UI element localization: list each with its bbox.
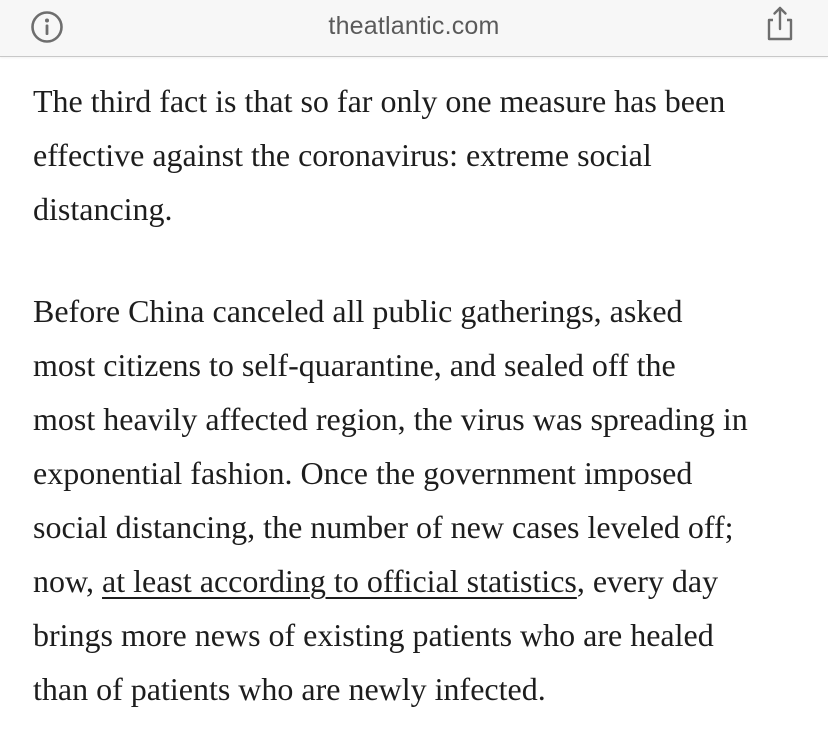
paragraph-line: The third fact is that so far only one measure has been (33, 83, 726, 119)
browser-toolbar (0, 0, 828, 57)
paragraph-line: most citizens to self-quarantine, and sealed off the (33, 347, 676, 383)
share-icon[interactable] (764, 4, 796, 44)
paragraph-2 (33, 284, 813, 716)
official-statistics-link[interactable]: at least according to official statistics (102, 563, 577, 599)
link-line-prefix: now, (33, 563, 103, 599)
url-display[interactable]: theatlantic.com (328, 12, 500, 40)
paragraph-1 (33, 74, 813, 236)
link-line-suffix: , every day (576, 563, 719, 599)
paragraph-line: than of patients who are newly infected. (33, 671, 546, 707)
paragraph-line: Before China canceled all public gatherings, asked (33, 293, 683, 329)
paragraph-line: brings more news of existing patients who are healed (33, 617, 714, 653)
paragraph-line: most heavily affected region, the virus was spreading in (33, 401, 748, 437)
paragraph-line: effective against the coronavirus: extreme social (33, 137, 652, 173)
article-body (33, 74, 813, 716)
paragraph-line: distancing. (33, 191, 173, 227)
paragraph-line: social distancing, the number of new cases leveled off; (33, 509, 734, 545)
paragraph-line: exponential fashion. Once the government imposed (33, 455, 693, 491)
